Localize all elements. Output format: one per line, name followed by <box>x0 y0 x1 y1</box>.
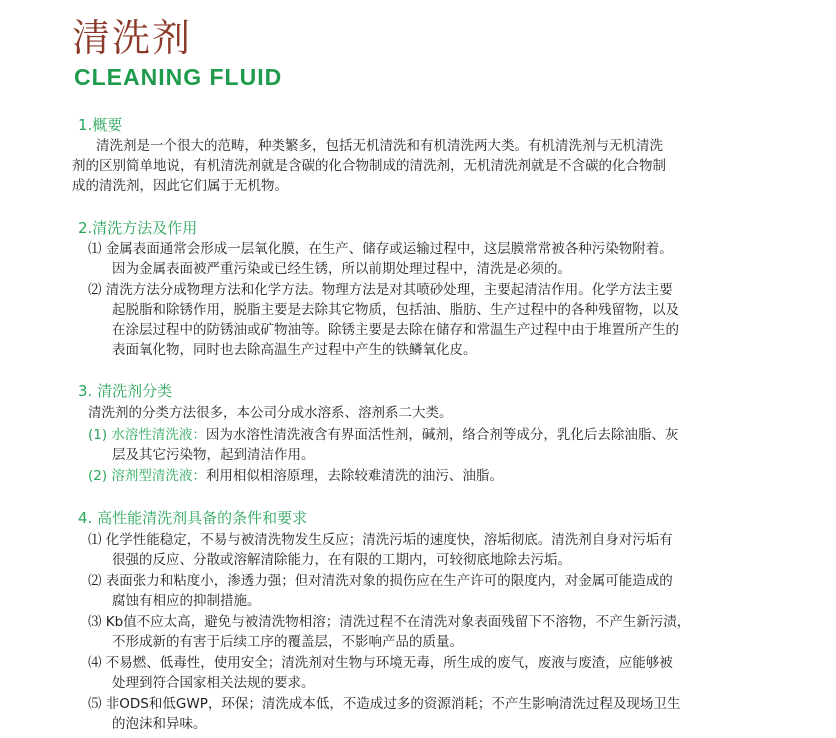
item-label: (1) 水溶性清洗液： <box>88 427 206 443</box>
page-title: 清洗剂 <box>72 16 193 60</box>
list-item-line: 的泡沫和异味。 <box>112 716 207 732</box>
section-title: 4. 高性能清洗剂具备的条件和要求 <box>78 509 308 527</box>
paragraph-line: 清洗剂是一个很大的范畴，种类繁多，包括无机清洗和有机清洗两大类。有机清洗剂与无机清洗 <box>96 138 663 154</box>
list-item-line: 起脱脂和除锈作用，脱脂主要是去除其它物质，包括油、脂肪、生产过程中的各种残留物，以及 <box>112 302 679 318</box>
list-item-line: 腐蚀有相应的抑制措施。 <box>112 593 261 609</box>
list-item-line: ⑷ 不易燃、低毒性，使用安全；清洗剂对生物与环境无毒，所生成的废气，废液与废渣，应能够被 <box>88 655 673 671</box>
list-item-line: ⑸ 非ODS和低GWP，环保；清洗成本低，不造成过多的资源消耗；不产生影响清洗过程及现场卫生 <box>88 696 681 712</box>
list-item-line: 层及其它污染物，起到清洁作用。 <box>112 447 315 463</box>
section-title: 3. 清洗剂分类 <box>78 382 173 400</box>
list-item-line: ⑵ 表面张力和粘度小，渗透力强；但对清洗对象的损伤应在生产许可的限度内，对金属可能造成的 <box>88 573 673 589</box>
paragraph-line: 剂的区别简单地说，有机清洗剂就是含碳的化合物制成的清洗剂，无机清洗剂就是不含碳的化合物制 <box>72 158 666 174</box>
list-item-line: 不形成新的有害于后续工序的覆盖层，不影响产品的质量。 <box>112 634 463 650</box>
list-item-line: 表面氧化物，同时也去除高温生产过程中产生的铁鳞氧化皮。 <box>112 342 477 358</box>
list-item-line: 处理到符合国家相关法规的要求。 <box>112 675 315 691</box>
list-item-line <box>88 425 678 445</box>
list-item-line: ⑵ 清洗方法分成物理方法和化学方法。物理方法是对其喷砂处理，主要起清洁作用。化学方法主要 <box>88 282 673 298</box>
paragraph-line: 成的清洗剂，因此它们属于无机物。 <box>72 178 288 194</box>
item-label: (2) 溶剂型清洗液： <box>88 468 206 484</box>
list-item-line: ⑴ 金属表面通常会形成一层氧化膜，在生产、储存或运输过程中，这层膜常常被各种污染物附着。 <box>88 241 673 257</box>
section-title: 2.清洗方法及作用 <box>78 219 198 237</box>
list-item-line: 很强的反应、分散或溶解清除能力，在有限的工期内，可较彻底地除去污垢。 <box>112 552 571 568</box>
list-item-line: ⑴ 化学性能稳定，不易与被清洗物发生反应；清洗污垢的速度快，溶垢彻底。清洗剂自身对污垢有 <box>88 532 673 548</box>
item-text: 利用相似相溶原理，去除较难清洗的油污、油脂。 <box>205 468 503 484</box>
list-item-line: 因为金属表面被严重污染或已经生锈，所以前期处理过程中，清洗是必须的。 <box>112 261 571 277</box>
list-item-line: ⑶ Kb值不应太高，避免与被清洗物相溶；清洗过程不在清洗对象表面残留下不溶物，不产生新污渍， <box>88 614 691 630</box>
item-text: 因为水溶性清洗液含有界面活性剂，碱剂，络合剂等成分，乳化后去除油脂、灰 <box>205 427 679 443</box>
list-item-line <box>88 466 503 486</box>
list-item-line: 在涂层过程中的防锈油或矿物油等。除锈主要是去除在储存和常温生产过程中由于堆置所产生的 <box>112 322 679 338</box>
page-subtitle: CLEANING FLUID <box>74 64 283 90</box>
section-title: 1.概要 <box>78 116 123 134</box>
paragraph-line: 清洗剂的分类方法很多，本公司分成水溶系、溶剂系二大类。 <box>88 405 453 421</box>
